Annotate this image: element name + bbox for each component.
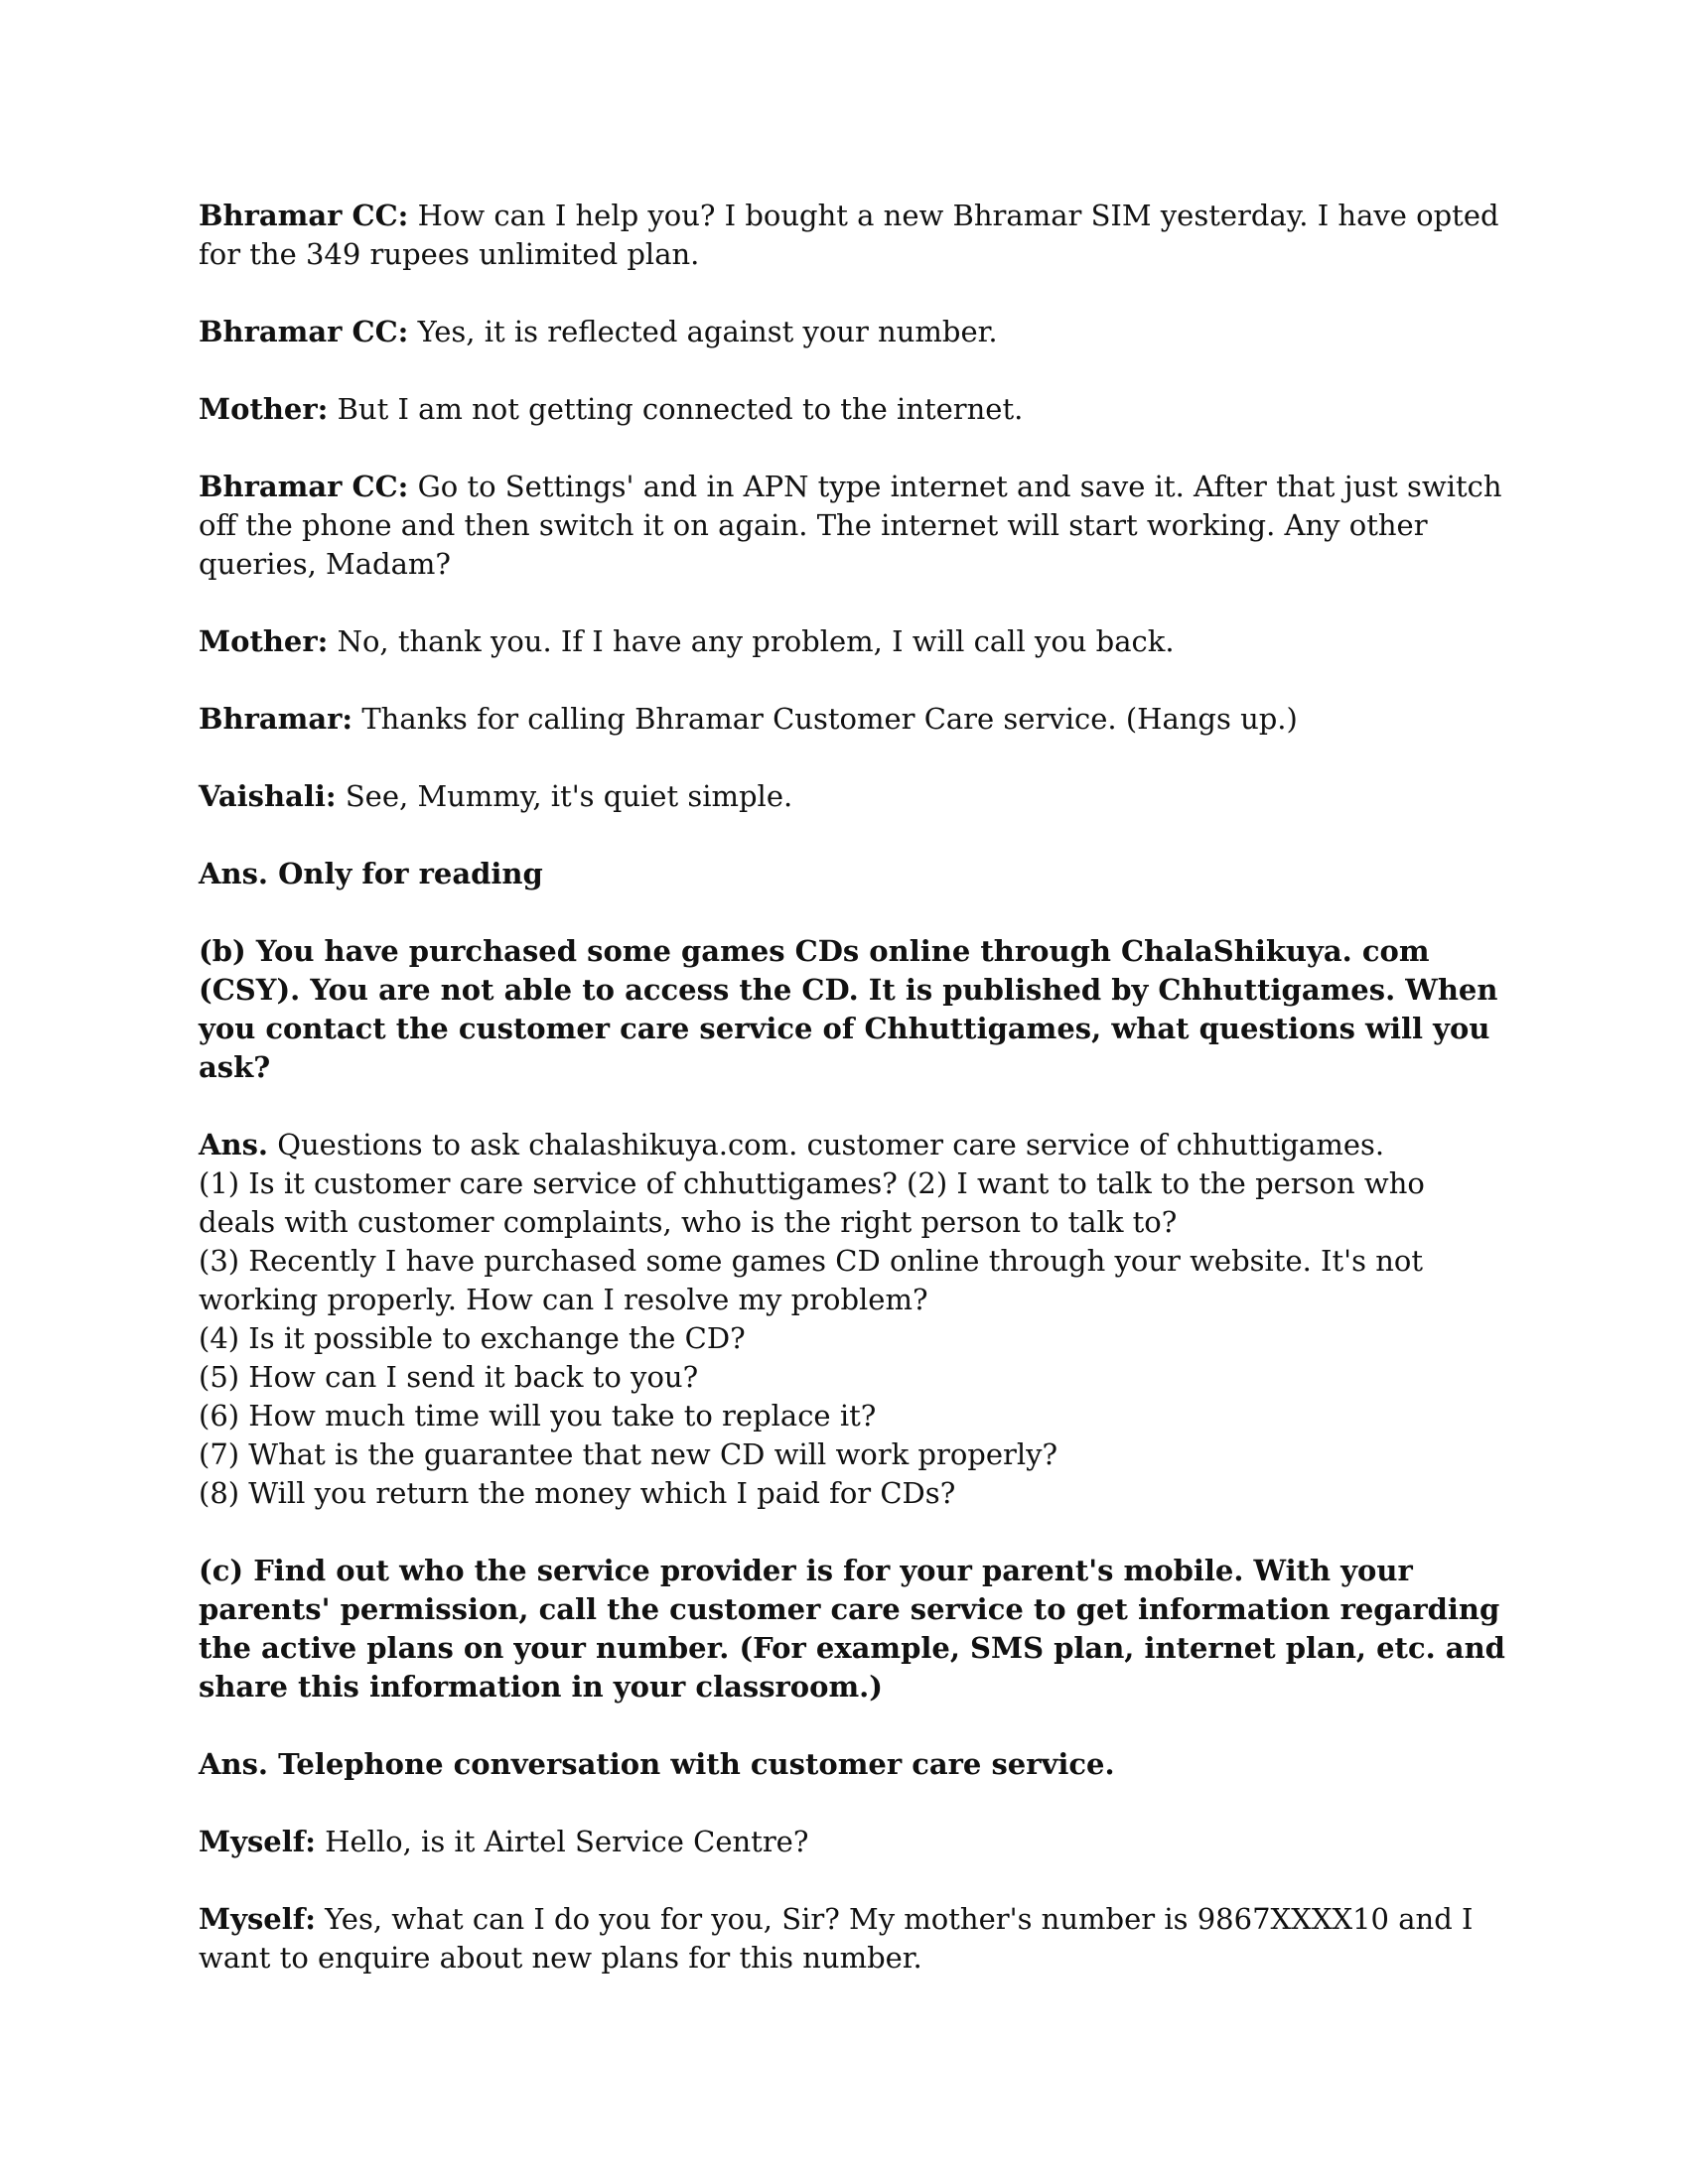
dialogue-line	[199, 777, 1509, 816]
question-item: (6) How much time will you take to replace it?	[199, 1399, 877, 1433]
document-page	[199, 197, 1509, 1978]
dialogue-text: Yes, what can I do you for you, Sir? My mother's number is 9867XXXX10 and I want to enquire about new plans for this number.	[199, 1902, 1474, 1975]
speaker-name: Bhramar CC:	[199, 199, 409, 232]
answer-intro: Questions to ask chalashikuya.com. customer care service of chhuttigames.	[277, 1128, 1385, 1161]
answer-a: Ans. Only for reading	[199, 857, 543, 890]
question-item: (5) How can I send it back to you?	[199, 1360, 699, 1394]
speaker-name: Myself:	[199, 1825, 316, 1858]
speaker-name: Bhramar CC:	[199, 315, 409, 348]
speaker-name: Bhramar:	[199, 702, 353, 736]
speaker-name: Bhramar CC:	[199, 470, 409, 503]
question-item: (7) What is the guarantee that new CD will work properly?	[199, 1437, 1058, 1471]
answer-label: Ans.	[199, 1128, 269, 1161]
answer-b	[199, 1126, 1509, 1513]
dialogue-text: But I am not getting connected to the internet.	[337, 392, 1024, 426]
dialogue-text: No, thank you. If I have any problem, I will call you back.	[337, 624, 1175, 658]
dialogue-line	[199, 197, 1509, 274]
dialogue-line	[199, 622, 1509, 661]
dialogue-line	[199, 1900, 1509, 1978]
dialogue-line	[199, 468, 1509, 584]
question-c: (c) Find out who the service provider is for your parent's mobile. With your parents' permission, call the customer care service to get information regarding the active plans on your number. (For example, SMS plan, internet plan, etc. and share this information in your classroom.)	[199, 1554, 1505, 1704]
question-item: (8) Will you return the money which I paid for CDs?	[199, 1476, 956, 1510]
dialogue-text: Hello, is it Airtel Service Centre?	[325, 1825, 809, 1858]
speaker-name: Mother:	[199, 392, 329, 426]
dialogue-text: See, Mummy, it's quiet simple.	[345, 779, 793, 813]
question-b: (b) You have purchased some games CDs online through ChalaShikuya. com (CSY). You are not able to access the CD. It is published by Chhuttigames. When you contact the customer care service of Chhuttigames, what questions will you ask?	[199, 934, 1498, 1084]
dialogue-text: Thanks for calling Bhramar Customer Care service. (Hangs up.)	[361, 702, 1298, 736]
speaker-name: Myself:	[199, 1902, 316, 1936]
dialogue-text: Yes, it is reflected against your number.	[417, 315, 998, 348]
question-item: (4) Is it possible to exchange the CD?	[199, 1321, 746, 1355]
speaker-name: Vaishali:	[199, 779, 337, 813]
answer-c: Ans. Telephone conversation with customer care service.	[199, 1747, 1115, 1781]
dialogue-text: How can I help you? I bought a new Bhramar SIM yesterday. I have opted for the 349 rupees unlimited plan.	[199, 199, 1499, 271]
question-item: (3) Recently I have purchased some games CD online through your website. It's not working properly. How can I resolve my problem?	[199, 1244, 1424, 1316]
dialogue-line	[199, 313, 1509, 351]
dialogue-line	[199, 390, 1509, 429]
question-item: (1) Is it customer care service of chhuttigames? (2) I want to talk to the person who deals with customer complaints, who is the right person to talk to?	[199, 1166, 1425, 1239]
speaker-name: Mother:	[199, 624, 329, 658]
dialogue-line	[199, 700, 1509, 739]
dialogue-line	[199, 1823, 1509, 1861]
dialogue-text: Go to Settings' and in APN type internet and save it. After that just switch off the phone and then switch it on again. The internet will start working. Any other queries, Madam?	[199, 470, 1502, 581]
